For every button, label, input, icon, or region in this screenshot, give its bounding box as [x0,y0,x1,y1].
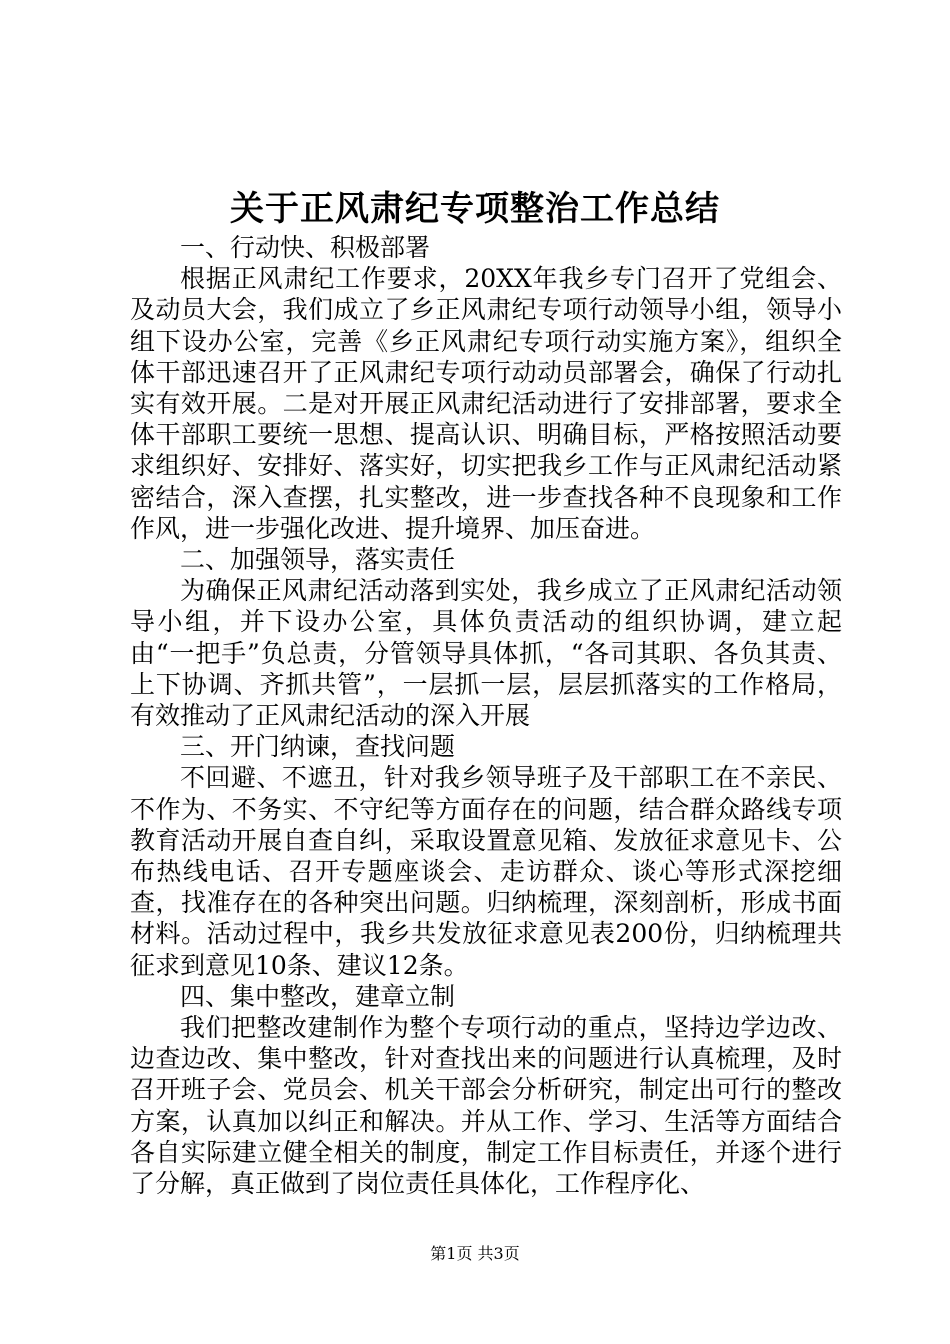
page-footer: 第1页 共3页 [430,1244,520,1263]
body-paragraph: 不回避、不遮丑，针对我乡领导班子及干部职工在不亲民、不作为、不务实、不守纪等方面存在的问题，结合群众路线专项教育活动开展自查自纠，采取设置意见箱、发放征求意见卡、公布热线电话、召开专题座谈会、走访群众、谈心等形式深挖细查，找准存在的各种突出问题。归纳梳理，深刻剖析，形成书面材料。活动过程中，我乡共发放征求意见表200份，归纳梳理共征求到意见10条、建议12条。 [130,763,842,980]
section-heading: 一、行动快、积极部署 [180,233,431,262]
body-paragraph: 根据正风肃纪工作要求，20XX年我乡专门召开了党组会、及动员大会，我们成立了乡正风肃纪专项行动领导小组，领导小组下设办公室，完善《乡正风肃纪专项行动实施方案》，组织全体干部迅速召开了正风肃纪专项行动动员部署会，确保了行动扎实有效开展。二是对开展正风肃纪活动进行了安排部署，要求全体干部职工要统一思想、提高认识、明确目标，严格按照活动要求组织好、安排好、落实好，切实把我乡工作与正风肃纪活动紧密结合，深入查摆，扎实整改，进一步查找各种不良现象和工作作风，进一步强化改进、提升境界、加压奋进。 [130,264,842,543]
document-body [130,232,842,1199]
body-paragraph: 我们把整改建制作为整个专项行动的重点，坚持边学边改、边查边改、集中整改，针对查找出来的问题进行认真梳理，及时召开班子会、党员会、机关干部会分析研究，制定出可行的整改方案，认真加以纠正和解决。并从工作、学习、生活等方面结合各自实际建立健全相关的制度，制定工作目标责任，并逐个进行了分解，真正做到了岗位责任具体化，工作程序化、 [130,1013,842,1199]
section-heading: 三、开门纳谏，查找问题 [180,732,456,762]
section-heading: 四、集中整改，建章立制 [180,981,456,1011]
section-heading: 二、加强领导，落实责任 [180,545,456,575]
document-title: 关于正风肃纪专项整治工作总结 [230,189,720,229]
body-paragraph: 为确保正风肃纪活动落到实处，我乡成立了正风肃纪活动领导小组，并下设办公室，具体负责活动的组织协调，建立起由“一把手”负总责，分管领导具体抓，“各司其职、各负其责、上下协调、齐抓共管”，一层抓一层，层层抓落实的工作格局，有效推动了正风肃纪活动的深入开展 [130,576,842,731]
